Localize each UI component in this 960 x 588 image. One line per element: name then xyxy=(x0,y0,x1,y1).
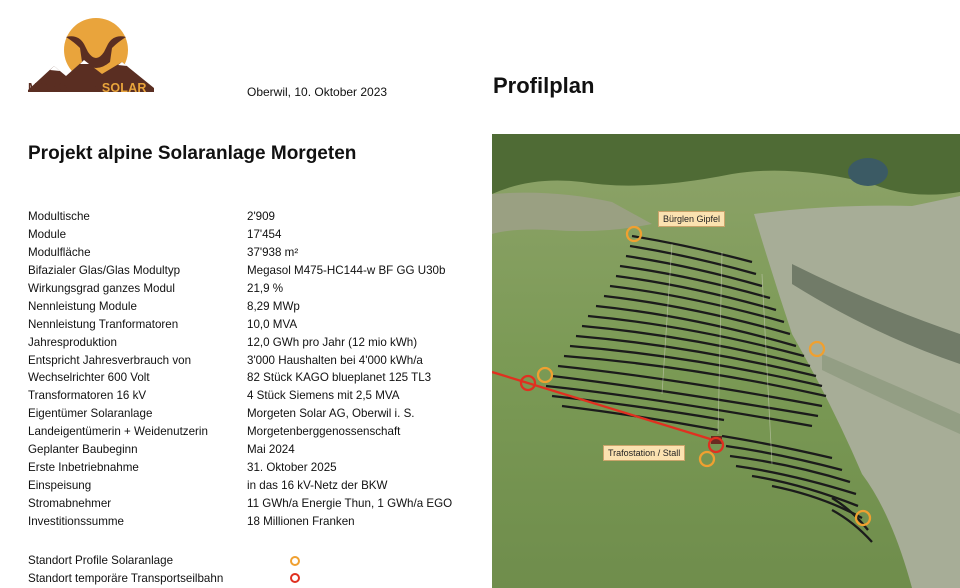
spec-row xyxy=(28,512,452,530)
spec-row xyxy=(28,423,452,441)
spec-row xyxy=(28,351,452,369)
spec-table xyxy=(28,208,452,530)
document-date: Oberwil, 10. Oktober 2023 xyxy=(247,85,388,99)
spec-label: Erste Inbetriebnahme xyxy=(28,460,139,474)
spec-label: Nennleistung Module xyxy=(28,299,137,313)
spec-value: 4 Stück Siemens mit 2,5 MVA xyxy=(247,389,400,403)
spec-value: 37'938 m² xyxy=(247,246,299,260)
spec-value: 2'909 xyxy=(247,210,276,224)
spec-row xyxy=(28,226,452,244)
project-title: Projekt alpine Solaranlage Morgeten xyxy=(28,143,357,164)
spec-label: Wechselrichter 600 Volt xyxy=(28,371,150,385)
spec-row xyxy=(28,262,452,280)
map-label-trafo: Trafostation / Stall xyxy=(603,445,685,461)
spec-label: Eigentümer Solaranlage xyxy=(28,407,153,421)
spec-label: Transformatoren 16 kV xyxy=(28,389,147,403)
spec-label: Module xyxy=(28,228,67,242)
spec-label: Nennleistung Tranformatoren xyxy=(28,317,179,331)
spec-row xyxy=(28,208,452,226)
spec-value: in das 16 kV-Netz der BKW xyxy=(247,478,388,492)
spec-value: 11 GWh/a Energie Thun, 1 GWh/a EGO xyxy=(247,496,453,510)
spec-row xyxy=(28,405,452,423)
map-label-peak: Bürglen Gipfel xyxy=(658,211,725,227)
spec-row xyxy=(28,244,452,262)
spec-value: Morgeten Solar AG, Oberwil i. S. xyxy=(247,407,415,421)
legend-item-cableway xyxy=(28,570,300,588)
red-circle-icon xyxy=(290,573,300,583)
spec-row xyxy=(28,494,452,512)
spec-row xyxy=(28,315,452,333)
spec-value: 3'000 Haushalten bei 4'000 kWh/a xyxy=(247,353,423,367)
page-title: Profilplan xyxy=(493,73,595,98)
spec-label: Jahresproduktion xyxy=(28,335,117,349)
spec-value: 21,9 % xyxy=(247,282,284,295)
spec-value: 12,0 GWh pro Jahr (12 mio kWh) xyxy=(247,335,418,349)
spec-row xyxy=(28,458,452,476)
spec-row xyxy=(28,297,452,315)
spec-row xyxy=(28,476,452,494)
spec-label: Bifazialer Glas/Glas Modultyp xyxy=(28,264,181,278)
spec-value: Mai 2024 xyxy=(247,443,295,457)
spec-label: Stromabnehmer xyxy=(28,496,112,510)
spec-row xyxy=(28,280,452,298)
legend-label: Standort temporäre Transportseilbahn xyxy=(28,571,224,585)
spec-value: 82 Stück KAGO blueplanet 125 TL3 xyxy=(247,371,432,385)
spec-value: 31. Oktober 2025 xyxy=(247,460,337,474)
map-legend xyxy=(28,552,300,587)
spec-label: Einspeisung xyxy=(28,478,92,492)
spec-label: Modultische xyxy=(28,210,90,224)
spec-row xyxy=(28,387,452,405)
spec-value: 17'454 xyxy=(247,228,282,242)
spec-label: Wirkungsgrad ganzes Modul xyxy=(28,282,175,295)
spec-row xyxy=(28,369,452,387)
spec-row xyxy=(28,333,452,351)
spec-value: 10,0 MVA xyxy=(247,317,298,331)
spec-value: 18 Millionen Franken xyxy=(247,514,355,528)
spec-label: Modulfläche xyxy=(28,246,91,260)
aerial-site-map xyxy=(492,134,960,588)
spec-value: Morgetenberggenossenschaft xyxy=(247,425,401,439)
legend-label: Standort Profile Solaranlage xyxy=(28,554,174,568)
logo-wordmark: MORGETENSOLAR xyxy=(28,81,147,95)
spec-value: 8,29 MWp xyxy=(247,299,300,313)
spec-label: Geplanter Baubeginn xyxy=(28,443,138,457)
legend-item-profiles xyxy=(28,552,300,570)
orange-circle-icon xyxy=(290,556,300,566)
spec-label: Landeigentümerin + Weidenutzerin xyxy=(28,425,208,439)
spec-row xyxy=(28,441,452,459)
spec-label: Entspricht Jahresverbrauch von xyxy=(28,353,192,367)
spec-value: Megasol M475-HC144-w BF GG U30b xyxy=(247,264,446,278)
spec-label: Investitionssumme xyxy=(28,514,125,528)
